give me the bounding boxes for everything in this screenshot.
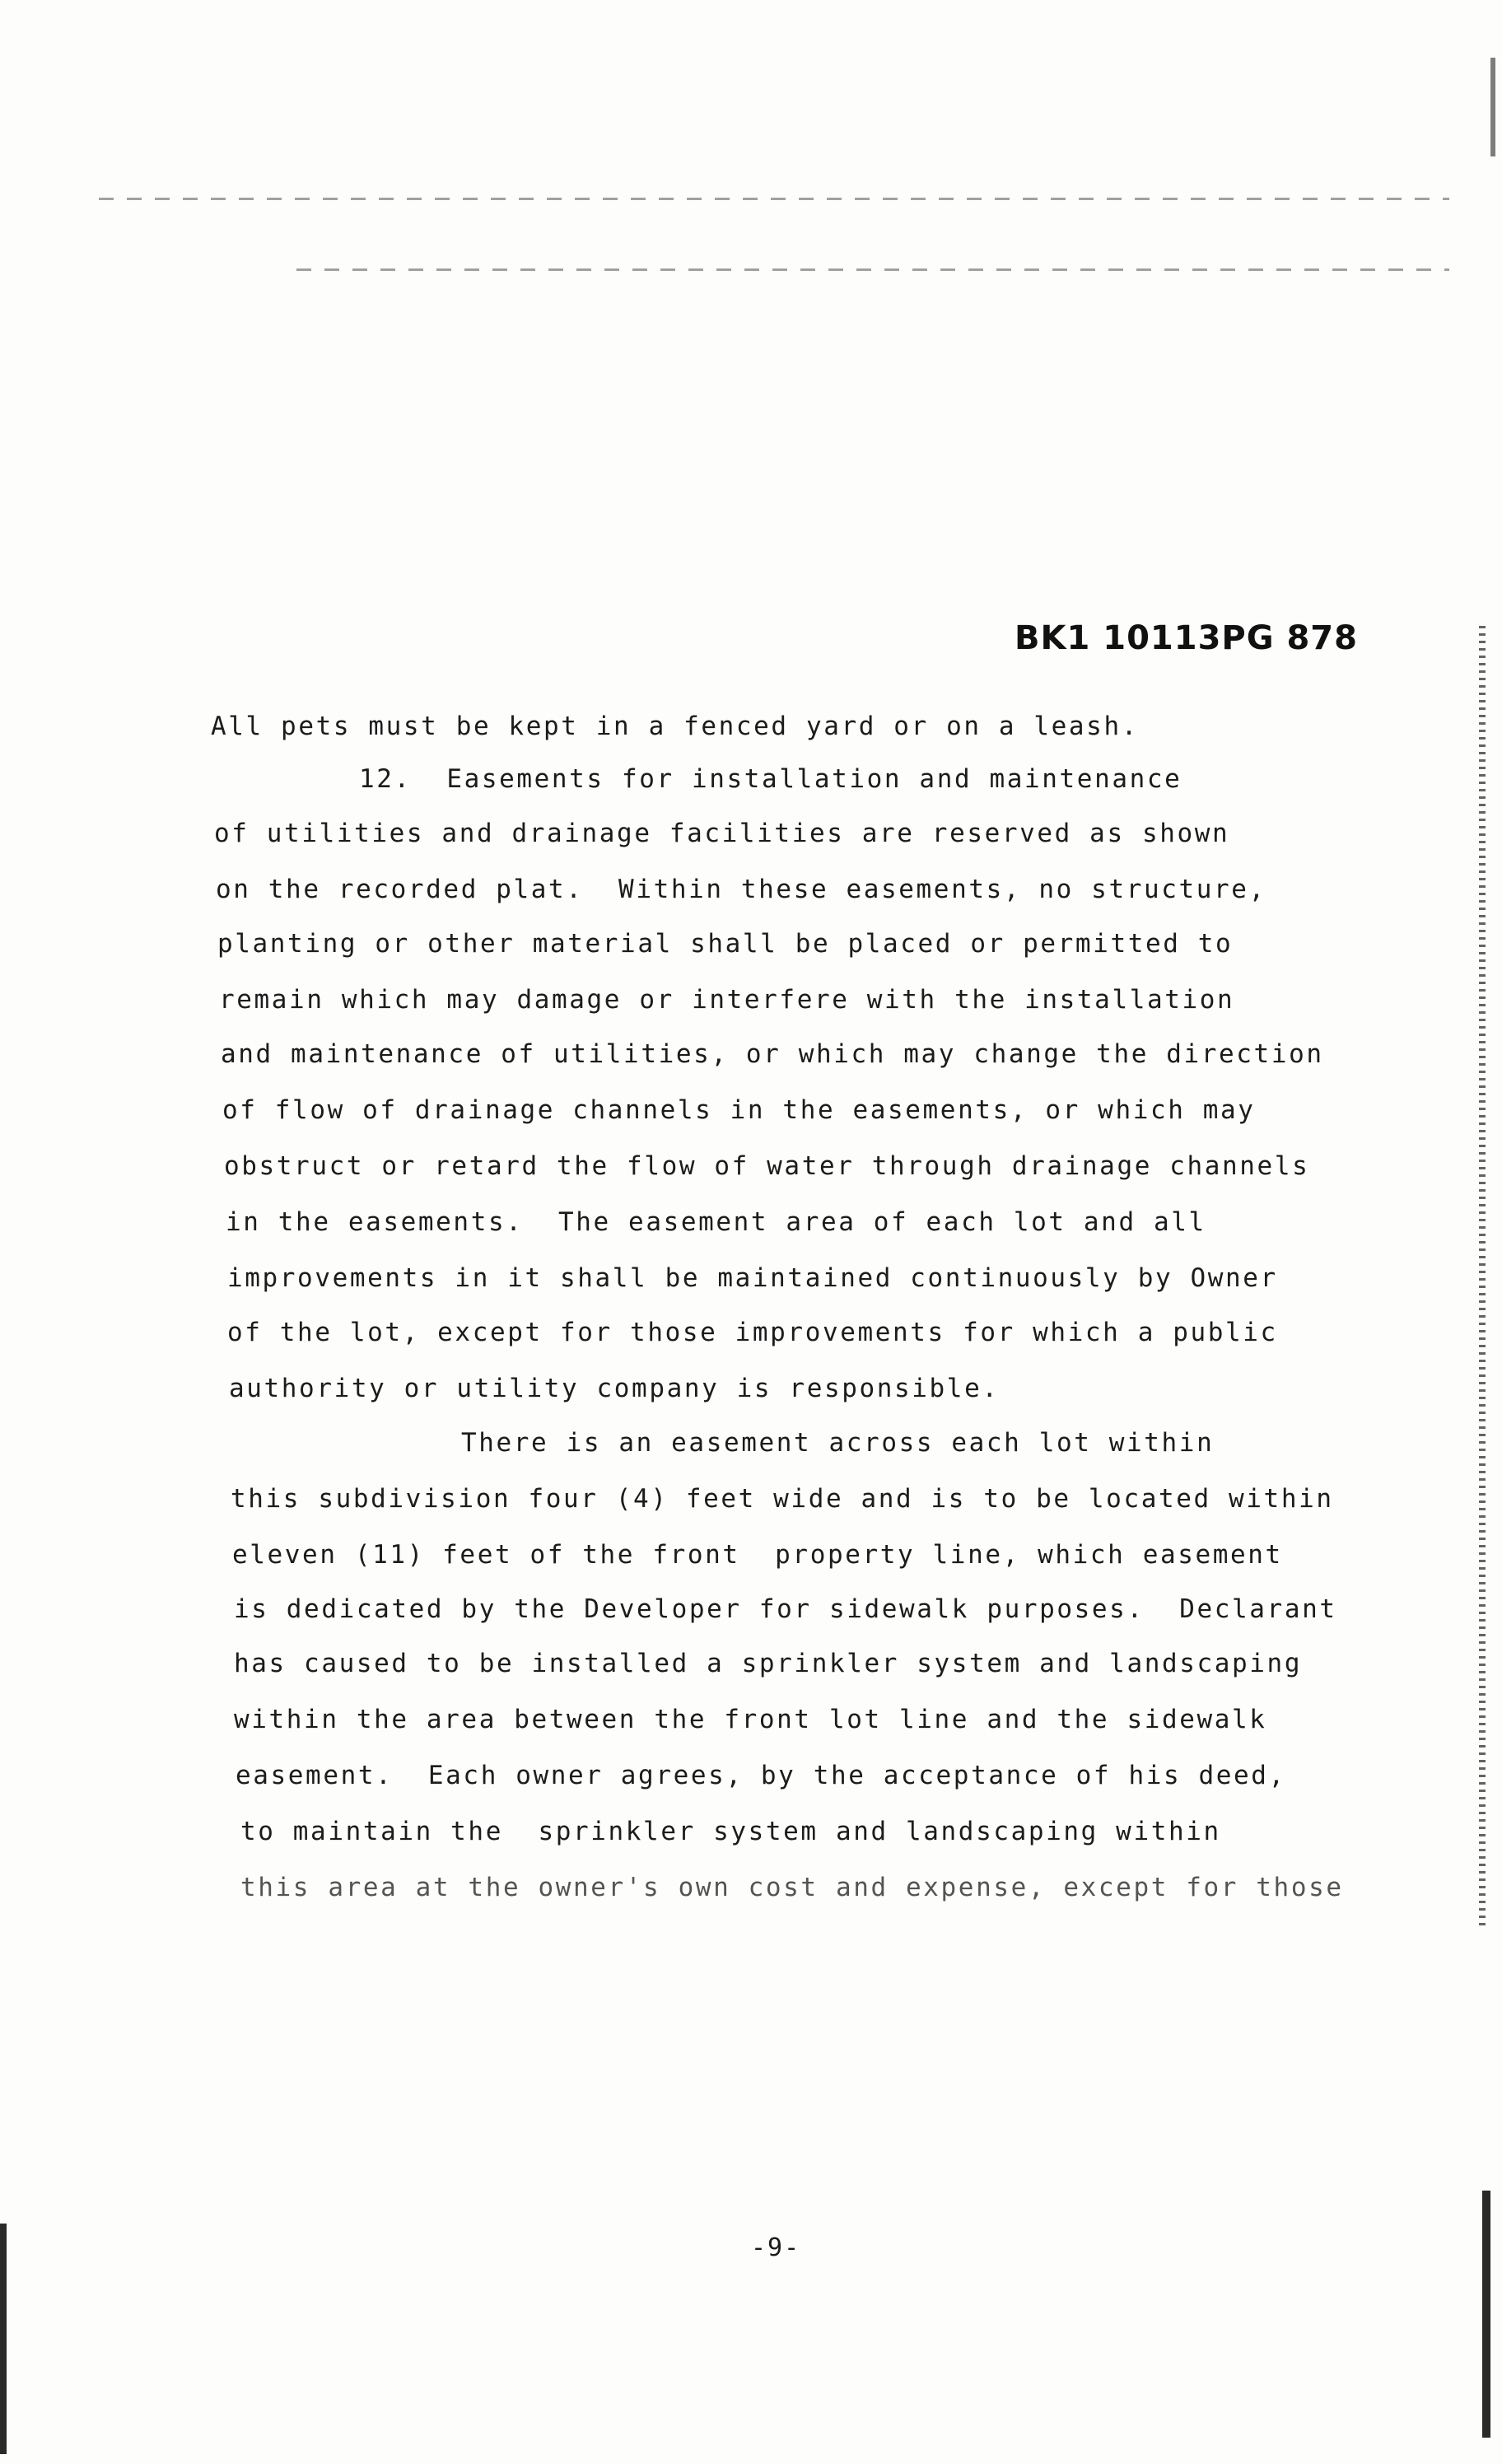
text-line: this area at the owner's own cost and expense, except for those [240,1873,1344,1902]
scan-edge-mark [0,2224,7,2454]
scan-artifact-line [99,198,1449,200]
text-line: authority or utility company is responsible. [229,1374,1000,1403]
text-line: and maintenance of utilities, or which may change the direction [221,1039,1324,1069]
text-line: of flow of drainage channels in the easements, or which may [222,1095,1256,1125]
text-line: this subdivision four (4) feet wide and is to be located within [231,1484,1334,1514]
text-line: is dedicated by the Developer for sidewalk purposes. Declarant [234,1594,1337,1624]
text-line: planting or other material shall be placed or permitted to [217,929,1234,959]
page-number: -9- [751,2233,801,2262]
text-line: obstruct or retard the flow of water through drainage channels [224,1151,1310,1181]
text-line: of the lot, except for those improvements for which a public [227,1318,1278,1347]
text-line: of utilities and drainage facilities are reserved as shown [214,819,1230,848]
text-line: There is an easement across each lot within [461,1428,1215,1458]
text-line: easement. Each owner agrees, by the acceptance of his deed, [236,1761,1286,1790]
text-line: eleven (11) feet of the front property line, which easement [232,1540,1283,1570]
book-page-stamp: BK1 10113PG 878 [1015,619,1358,657]
text-line: All pets must be kept in a fenced yard or on a leash. [211,712,1139,741]
text-line: has caused to be installed a sprinkler system and landscaping [234,1649,1303,1678]
text-line: within the area between the front lot line and the sidewalk [234,1705,1267,1734]
text-line: 12. Easements for installation and maintenance [359,764,1182,794]
text-line: to maintain the sprinkler system and landscaping within [240,1817,1221,1846]
scan-edge-mark [1482,2191,1490,2438]
text-line: on the recorded plat. Within these easements, no structure, [216,875,1266,904]
scan-edge-noise [1479,626,1486,1927]
text-line: remain which may damage or interfere with the installation [219,985,1235,1015]
scan-edge-mark [1490,58,1495,156]
text-line: in the easements. The easement area of each lot and all [226,1207,1206,1237]
text-line: improvements in it shall be maintained continuously by Owner [227,1263,1278,1293]
scan-artifact-line [296,268,1449,271]
